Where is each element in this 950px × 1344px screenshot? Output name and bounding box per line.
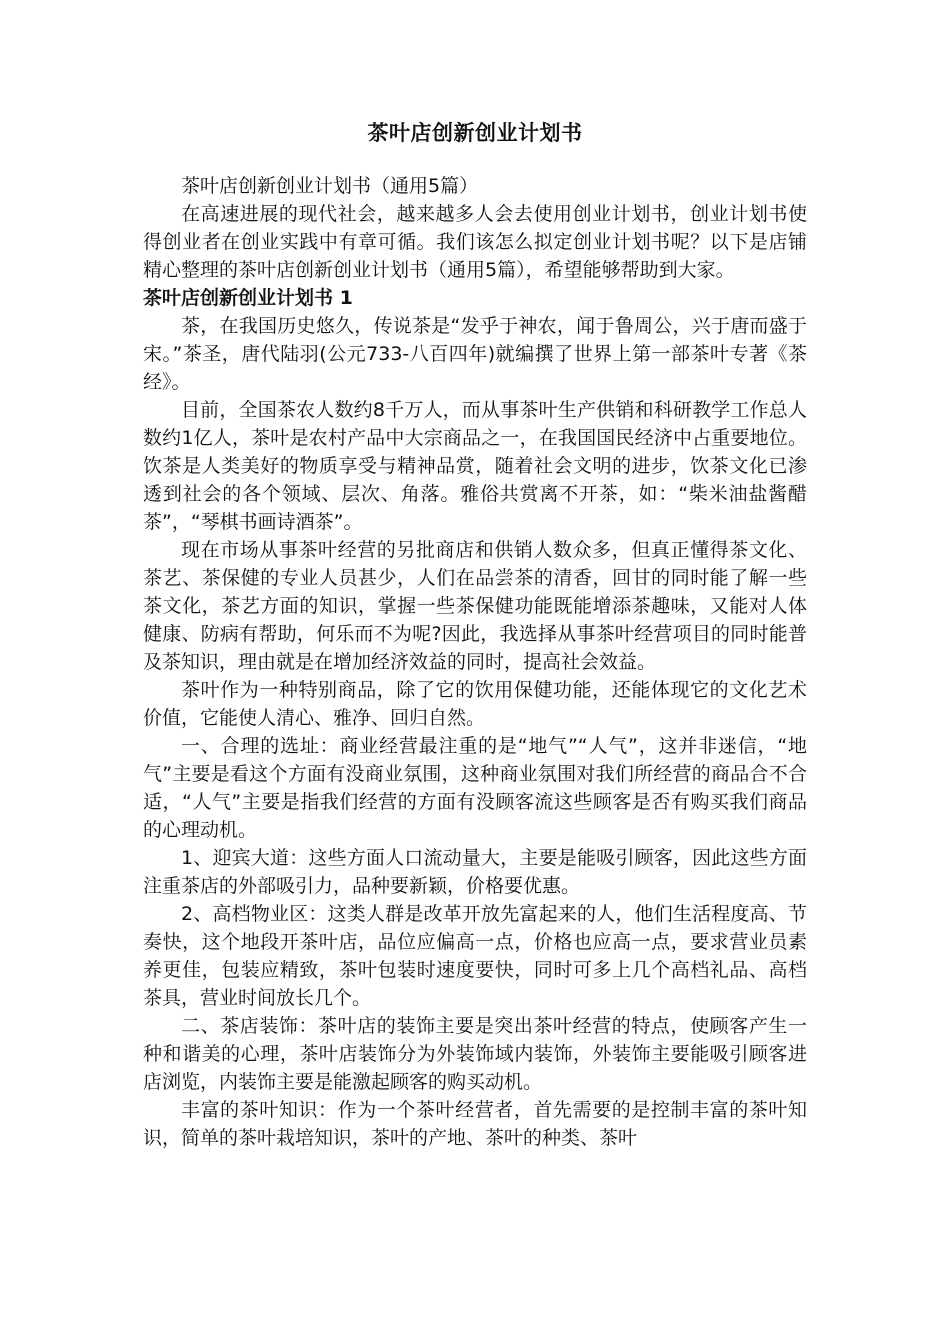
body-paragraph: 2、高档物业区：这类人群是改革开放先富起来的人，他们生活程度高、节奏快，这个地段开茶叶店，品位应偏高一点，价格也应高一点，要求营业员素养更佳，包装应精致，茶叶包装时速度要快，同时可多上几个高档礼品、高档茶具，营业时间放长几个。 xyxy=(143,903,807,1009)
body-paragraph: 二、茶店装饰：茶叶店的装饰主要是突出茶叶经营的特点，使顾客产生一种和谐美的心理，茶叶店装饰分为外装饰域内装饰，外装饰主要能吸引顾客进店浏览，内装饰主要是能激起顾客的购买动机。 xyxy=(143,1015,807,1093)
body-paragraph: 丰富的茶叶知识：作为一个茶叶经营者，首先需要的是控制丰富的茶叶知识，简单的茶叶栽培知识，茶叶的产地、茶叶的种类、茶叶 xyxy=(143,1099,807,1149)
body-paragraph: 茶，在我国历史悠久，传说茶是“发乎于神农，闻于鲁周公，兴于唐而盛于宋。”茶圣，唐代陆羽(公元733-八百四年)就编撰了世界上第一部茶叶专著《茶经》。 xyxy=(143,315,807,393)
body-paragraph: 一、合理的选址：商业经营最注重的是“地气”“人气”，这并非迷信，“地气”主要是看这个方面有没商业氛围，这种商业氛围对我们所经营的商品合不合适，“人气”主要是指我们经营的方面有没顾客流这些顾客是否有购买我们商品的心理动机。 xyxy=(143,735,807,841)
document-subtitle: 茶叶店创新创业计划书（通用5篇） xyxy=(181,175,479,197)
document-body xyxy=(143,172,807,1152)
section-heading: 茶叶店创新创业计划书 1 xyxy=(143,287,353,309)
body-paragraph: 1、迎宾大道：这些方面人口流动量大，主要是能吸引顾客，因此这些方面注重茶店的外部吸引力，品种要新颖，价格要优惠。 xyxy=(143,847,807,897)
body-paragraph: 茶叶作为一种特别商品，除了它的饮用保健功能，还能体现它的文化艺术价值，它能使人清心、雅净、回归自然。 xyxy=(143,679,807,729)
body-paragraph: 目前，全国茶农人数约8千万人，而从事茶叶生产供销和科研教学工作总人数约1亿人，茶叶是农村产品中大宗商品之一，在我国国民经济中占重要地位。饮茶是人类美好的物质享受与精神品赏，随着社会文明的进步，饮茶文化已渗透到社会的各个领域、层次、角落。雅俗共赏离不开茶，如：“柴米油盐酱醋茶”，“琴棋书画诗酒茶”。 xyxy=(143,399,807,533)
intro-paragraph: 在高速进展的现代社会，越来越多人会去使用创业计划书，创业计划书使得创业者在创业实践中有章可循。我们该怎么拟定创业计划书呢？以下是店铺精心整理的茶叶店创新创业计划书（通用5篇），希望能够帮助到大家。 xyxy=(143,203,807,281)
document-title: 茶叶店创新创业计划书 xyxy=(367,121,583,145)
body-paragraph: 现在市场从事茶叶经营的另批商店和供销人数众多，但真正懂得茶文化、茶艺、茶保健的专业人员甚少，人们在品尝茶的清香，回甘的同时能了解一些茶文化，茶艺方面的知识，掌握一些茶保健功能既能增添茶趣味，又能对人体健康、防病有帮助，何乐而不为呢?因此，我选择从事茶叶经营项目的同时能普及茶知识，理由就是在增加经济效益的同时，提高社会效益。 xyxy=(143,539,807,673)
